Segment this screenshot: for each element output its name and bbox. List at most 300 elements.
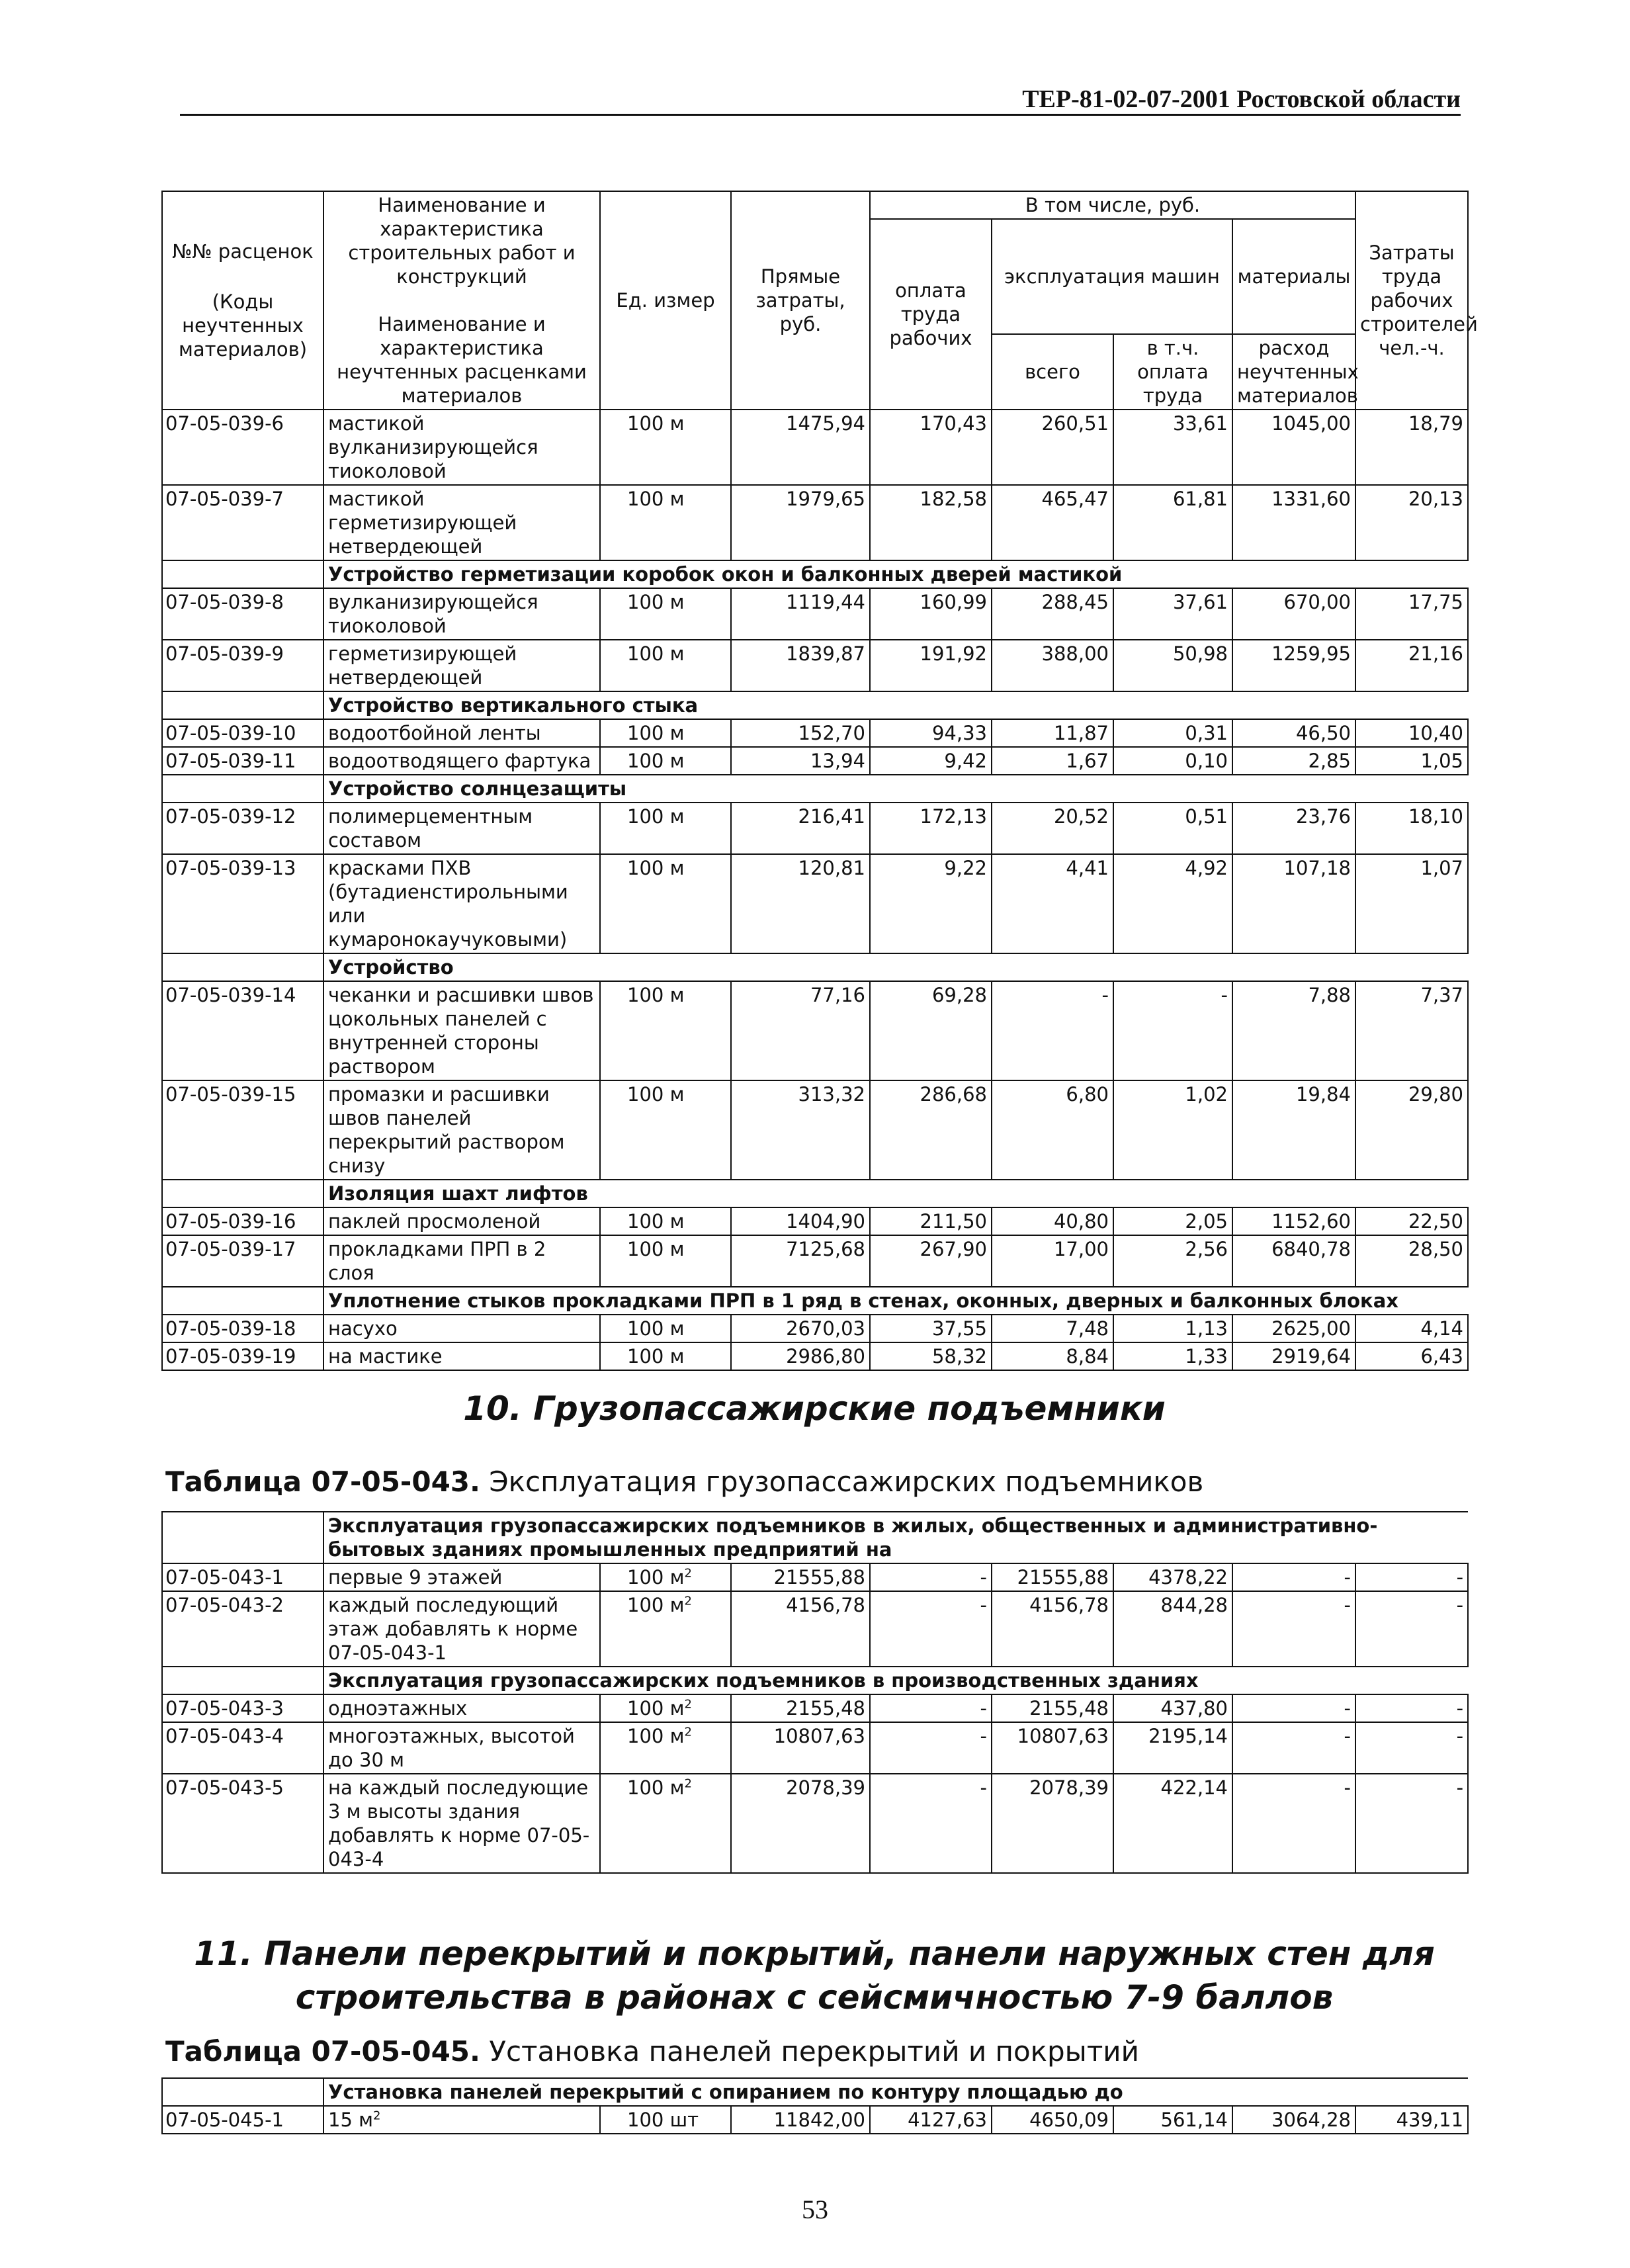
work-name: каждый последующий этаж добавлять к норме 07-05-043-1	[328, 1594, 578, 1664]
labor-pay: -	[980, 1776, 987, 1799]
machines-labor-cell	[1113, 410, 1232, 485]
machines-total-cell	[992, 1591, 1113, 1667]
labor-hours-cell	[1355, 640, 1468, 691]
work-name: одноэтажных	[328, 1697, 468, 1720]
rate-code-cell	[162, 1563, 323, 1591]
labor-pay: 160,99	[920, 591, 987, 613]
rate-code-cell	[162, 485, 323, 560]
materials-cell	[1232, 410, 1355, 485]
machines-labor-cell	[1113, 1591, 1232, 1667]
machines-total-cell	[992, 1080, 1113, 1180]
work-name-cell	[323, 640, 600, 691]
machines-total: 288,45	[1041, 591, 1109, 613]
labor-hours: 20,13	[1408, 488, 1464, 510]
materials: -	[1344, 1594, 1351, 1616]
table-row	[162, 803, 1468, 854]
rate-code: 07-05-039-7	[165, 488, 284, 510]
header-rule	[180, 114, 1461, 116]
materials-cell	[1232, 1080, 1355, 1180]
labor-hours: 18,10	[1408, 805, 1464, 828]
machines-total-cell	[992, 588, 1113, 640]
machines-total: 11,87	[1053, 722, 1109, 744]
materials-cell	[1232, 854, 1355, 953]
work-name-cell	[323, 719, 600, 747]
work-name-cell	[323, 588, 600, 640]
labor-pay-cell	[870, 1207, 992, 1235]
labor-hours: 18,79	[1408, 412, 1464, 435]
labor-pay-cell	[870, 410, 992, 485]
materials-cell	[1232, 2106, 1355, 2134]
labor-hours: 17,75	[1408, 591, 1464, 613]
unit: 100 м	[627, 1083, 685, 1106]
direct-costs-cell	[731, 485, 870, 560]
work-name-cell	[323, 1235, 600, 1287]
machines-labor-cell	[1113, 1080, 1232, 1180]
labor-hours-cell	[1355, 1694, 1468, 1722]
unit-cell	[600, 719, 731, 747]
table-row	[162, 1235, 1468, 1287]
work-name-cell	[323, 1207, 600, 1235]
labor-hours-cell	[1355, 1235, 1468, 1287]
labor-pay-cell	[870, 1694, 992, 1722]
unit-cell	[600, 2106, 731, 2134]
table-07-05-043-caption	[165, 1465, 1203, 1498]
machines-total: 2155,48	[1029, 1697, 1109, 1720]
section-heading: Устройство	[323, 953, 1468, 981]
unit: 100 м	[627, 805, 685, 828]
rate-code: 07-05-039-11	[165, 750, 296, 772]
labor-hours-cell	[1355, 410, 1468, 485]
table-row	[162, 1342, 1468, 1370]
direct-costs: 152,70	[798, 722, 865, 744]
work-name: паклей просмоленой	[328, 1210, 541, 1233]
machines-labor-cell	[1113, 1694, 1232, 1722]
section-heading: Устройство вертикального стыка	[323, 691, 1468, 719]
section-11-title	[161, 1932, 1467, 2019]
materials: 1152,60	[1271, 1210, 1351, 1233]
unit: 100 м	[627, 857, 685, 879]
materials-cell	[1232, 1207, 1355, 1235]
work-name: первые 9 этажей	[328, 1566, 503, 1589]
table-row	[162, 719, 1468, 747]
direct-costs: 1119,44	[786, 591, 865, 613]
unit: 100 м	[627, 1238, 685, 1260]
machines-labor-cell	[1113, 1235, 1232, 1287]
labor-hours: -	[1456, 1697, 1464, 1720]
unit-cell	[600, 485, 731, 560]
labor-hours: 439,11	[1396, 2109, 1464, 2131]
direct-costs: 77,16	[810, 984, 865, 1006]
col-labor-header: оплата труда рабочих	[870, 219, 992, 410]
labor-pay-cell	[870, 1591, 992, 1667]
work-name: водоотводящего фартука	[328, 750, 591, 772]
labor-pay: -	[980, 1725, 987, 1747]
work-name-cell	[323, 1080, 600, 1180]
machines-labor-cell	[1113, 1207, 1232, 1235]
section-row	[162, 775, 1468, 803]
work-name: 15 м	[328, 2109, 373, 2131]
materials-cell	[1232, 1694, 1355, 1722]
work-name: водоотбойной ленты	[328, 722, 541, 744]
col-code-sub-label: (Коды неучтенных материалов)	[178, 290, 308, 361]
machines-total: 4156,78	[1029, 1594, 1109, 1616]
work-name-cell	[323, 1563, 600, 1591]
document-header: ТЕР-81-02-07-2001 Ростовской области	[1022, 85, 1461, 113]
materials: -	[1344, 1697, 1351, 1720]
machines-total: 260,51	[1041, 412, 1109, 435]
direct-costs-cell	[731, 1235, 870, 1287]
rate-code-cell	[162, 1342, 323, 1370]
unit-exponent: 2	[684, 1697, 692, 1712]
machines-total-cell	[992, 747, 1113, 775]
unit-cell	[600, 1235, 731, 1287]
unit-exponent: 2	[373, 2109, 381, 2123]
direct-costs-cell	[731, 1694, 870, 1722]
labor-hours: 28,50	[1408, 1238, 1464, 1260]
labor-hours-cell	[1355, 2106, 1468, 2134]
work-name: герметизирующей нетвердеющей	[328, 642, 517, 689]
work-name-cell	[323, 1315, 600, 1342]
section-spacer-cell	[162, 2078, 323, 2106]
unit-cell	[600, 1080, 731, 1180]
machines-total: 1,67	[1066, 750, 1109, 772]
rate-code-cell	[162, 1694, 323, 1722]
machines-total-cell	[992, 1694, 1113, 1722]
table-row	[162, 1080, 1468, 1180]
machines-total: 40,80	[1053, 1210, 1109, 1233]
work-name: полимерцементным составом	[328, 805, 533, 851]
page-number: 53	[802, 2195, 828, 2224]
labor-hours: -	[1456, 1594, 1464, 1616]
unit-cell	[600, 410, 731, 485]
table-row	[162, 485, 1468, 560]
col-materials-header: материалы	[1232, 219, 1355, 334]
table-name: Установка панелей перекрытий и покрытий	[489, 2035, 1139, 2068]
materials-cell	[1232, 588, 1355, 640]
materials-cell	[1232, 1563, 1355, 1591]
materials-cell	[1232, 747, 1355, 775]
direct-costs: 2986,80	[786, 1345, 865, 1368]
machines-total-cell	[992, 1563, 1113, 1591]
labor-pay: -	[980, 1566, 987, 1589]
unit: 100 м	[627, 1210, 685, 1233]
machines-total-cell	[992, 803, 1113, 854]
materials: 670,00	[1283, 591, 1351, 613]
section-row	[162, 1667, 1468, 1694]
materials-cell	[1232, 485, 1355, 560]
rate-code: 07-05-039-9	[165, 642, 284, 665]
rate-code: 07-05-043-1	[165, 1566, 284, 1589]
table-row	[162, 588, 1468, 640]
materials: 3064,28	[1271, 2109, 1351, 2131]
direct-costs-cell	[731, 1722, 870, 1774]
labor-hours-cell	[1355, 1774, 1468, 1873]
work-name-cell	[323, 803, 600, 854]
direct-costs-cell	[731, 1591, 870, 1667]
direct-costs: 1475,94	[786, 412, 865, 435]
rate-code-cell	[162, 2106, 323, 2134]
materials-cell	[1232, 981, 1355, 1080]
rate-code: 07-05-045-1	[165, 2109, 284, 2131]
direct-costs-cell	[731, 719, 870, 747]
work-name-cell	[323, 854, 600, 953]
machines-labor-cell	[1113, 747, 1232, 775]
labor-pay: 286,68	[920, 1083, 987, 1106]
labor-pay: 4127,63	[908, 2109, 987, 2131]
machines-total-cell	[992, 640, 1113, 691]
materials-cell	[1232, 1591, 1355, 1667]
labor-hours-cell	[1355, 1315, 1468, 1342]
section-heading: Уплотнение стыков прокладками ПРП в 1 ряд в стенах, оконных, дверных и балконных блоках	[323, 1287, 1468, 1315]
unit: 100 м	[627, 1345, 685, 1368]
labor-hours-cell	[1355, 719, 1468, 747]
machines-labor: 50,98	[1172, 642, 1228, 665]
col-mat-consumption-header: расход неучтенных материалов	[1232, 334, 1355, 410]
machines-labor: 2,05	[1185, 1210, 1228, 1233]
materials-cell	[1232, 640, 1355, 691]
col-code-label: №№ расценок	[172, 240, 314, 263]
labor-pay-cell	[870, 1315, 992, 1342]
direct-costs: 21555,88	[773, 1566, 865, 1589]
direct-costs-cell	[731, 1080, 870, 1180]
rate-code-cell	[162, 640, 323, 691]
rate-code: 07-05-039-15	[165, 1083, 296, 1106]
labor-hours-cell	[1355, 485, 1468, 560]
work-name-cell	[323, 1774, 600, 1873]
labor-hours-cell	[1355, 1563, 1468, 1591]
labor-hours-cell	[1355, 1080, 1468, 1180]
table-row	[162, 1722, 1468, 1774]
unit: 100 м	[627, 1725, 685, 1747]
work-name: многоэтажных, высотой до 30 м	[328, 1725, 575, 1771]
rate-code: 07-05-043-5	[165, 1776, 284, 1799]
materials: 1045,00	[1271, 412, 1351, 435]
unit-cell	[600, 1694, 731, 1722]
rate-code-cell	[162, 1722, 323, 1774]
section-row	[162, 2078, 1468, 2106]
direct-costs: 1839,87	[786, 642, 865, 665]
rate-code-cell	[162, 981, 323, 1080]
work-name: мастикой герметизирующей нетвердеющей	[328, 488, 517, 558]
materials: 1331,60	[1271, 488, 1351, 510]
rate-code-cell	[162, 588, 323, 640]
materials: 2,85	[1308, 750, 1351, 772]
unit: 100 м	[627, 1317, 685, 1340]
machines-total-cell	[992, 981, 1113, 1080]
table-row	[162, 854, 1468, 953]
labor-pay-cell	[870, 854, 992, 953]
machines-labor: -	[1221, 984, 1228, 1006]
direct-costs: 120,81	[798, 857, 865, 879]
materials-cell	[1232, 803, 1355, 854]
direct-costs: 10807,63	[773, 1725, 865, 1747]
machines-total: 4,41	[1066, 857, 1109, 879]
labor-hours: -	[1456, 1566, 1464, 1589]
labor-pay: 9,22	[944, 857, 987, 879]
labor-hours-cell	[1355, 803, 1468, 854]
machines-labor: 1,33	[1185, 1345, 1228, 1368]
labor-pay-cell	[870, 1774, 992, 1873]
work-name: чеканки и расшивки швов цокольных панелей с внутренней стороны раствором	[328, 984, 594, 1078]
unit-cell	[600, 588, 731, 640]
labor-pay: 37,55	[931, 1317, 987, 1340]
materials-cell	[1232, 719, 1355, 747]
materials: 6840,78	[1271, 1238, 1351, 1260]
work-name-cell	[323, 2106, 600, 2134]
col-name-header	[323, 191, 600, 410]
machines-total: 2078,39	[1029, 1776, 1109, 1799]
work-name: насухо	[328, 1317, 398, 1340]
direct-costs-cell	[731, 1207, 870, 1235]
rate-code: 07-05-039-16	[165, 1210, 296, 1233]
direct-costs-cell	[731, 854, 870, 953]
labor-hours-cell	[1355, 588, 1468, 640]
section-row	[162, 1180, 1468, 1207]
materials: 7,88	[1308, 984, 1351, 1006]
table-row	[162, 1591, 1468, 1667]
rate-code: 07-05-043-2	[165, 1594, 284, 1616]
machines-labor: 4378,22	[1148, 1566, 1228, 1589]
materials: 2625,00	[1271, 1317, 1351, 1340]
machines-labor-cell	[1113, 588, 1232, 640]
rate-code-cell	[162, 1080, 323, 1180]
direct-costs-cell	[731, 747, 870, 775]
section-row	[162, 1287, 1468, 1315]
section-spacer-cell	[162, 1287, 323, 1315]
unit: 100 м	[627, 412, 685, 435]
unit-exponent: 2	[684, 1776, 692, 1791]
direct-costs: 2155,48	[786, 1697, 865, 1720]
machines-total-cell	[992, 1235, 1113, 1287]
labor-pay-cell	[870, 719, 992, 747]
unit-cell	[600, 803, 731, 854]
materials: 2919,64	[1271, 1345, 1351, 1368]
col-mach-total-header: всего	[992, 334, 1113, 410]
rate-code: 07-05-039-6	[165, 412, 284, 435]
work-name: на мастике	[328, 1345, 443, 1368]
machines-labor: 422,14	[1160, 1776, 1228, 1799]
direct-costs-cell	[731, 640, 870, 691]
machines-labor: 844,28	[1160, 1594, 1228, 1616]
unit-cell	[600, 1774, 731, 1873]
rate-code: 07-05-039-8	[165, 591, 284, 613]
machines-labor-cell	[1113, 854, 1232, 953]
labor-hours: -	[1456, 1725, 1464, 1747]
labor-pay: -	[980, 1697, 987, 1720]
machines-total: 20,52	[1053, 805, 1109, 828]
machines-total: 7,48	[1066, 1317, 1109, 1340]
labor-pay: 9,42	[944, 750, 987, 772]
table-row	[162, 1694, 1468, 1722]
unit-cell	[600, 1563, 731, 1591]
col-including-header: В том числе, руб.	[870, 191, 1355, 219]
table-label: Таблица 07-05-045.	[165, 2035, 480, 2068]
direct-costs: 1979,65	[786, 488, 865, 510]
machines-total: 388,00	[1041, 642, 1109, 665]
labor-pay-cell	[870, 1080, 992, 1180]
section-spacer-cell	[162, 1180, 323, 1207]
rates-table	[161, 191, 1478, 1371]
labor-hours: 29,80	[1408, 1083, 1464, 1106]
section-spacer-cell	[162, 775, 323, 803]
direct-costs-cell	[731, 1563, 870, 1591]
labor-hours: 1,07	[1420, 857, 1464, 879]
rate-code: 07-05-039-19	[165, 1345, 296, 1368]
materials: -	[1344, 1776, 1351, 1799]
labor-hours: 6,43	[1420, 1345, 1464, 1368]
section-spacer-cell	[162, 691, 323, 719]
rate-code: 07-05-043-4	[165, 1725, 284, 1747]
machines-total-cell	[992, 854, 1113, 953]
labor-pay: 170,43	[920, 412, 987, 435]
work-name-cell	[323, 1342, 600, 1370]
table-name: Эксплуатация грузопассажирских подъемников	[489, 1465, 1204, 1498]
unit-cell	[600, 747, 731, 775]
col-mach-labor-header: в т.ч. оплата труда	[1113, 334, 1232, 410]
direct-costs: 7125,68	[786, 1238, 865, 1260]
unit-cell	[600, 1207, 731, 1235]
direct-costs-cell	[731, 981, 870, 1080]
labor-hours-cell	[1355, 1722, 1468, 1774]
table-row	[162, 1563, 1468, 1591]
labor-pay: 191,92	[920, 642, 987, 665]
unit: 100 м	[627, 1697, 685, 1720]
section-row	[162, 560, 1468, 588]
work-name: прокладками ПРП в 2 слоя	[328, 1238, 546, 1284]
machines-labor-cell	[1113, 1774, 1232, 1873]
machines-total-cell	[992, 485, 1113, 560]
unit: 100 м	[627, 488, 685, 510]
col-machines-header: эксплуатация машин	[992, 219, 1232, 334]
unit: 100 м	[627, 1776, 685, 1799]
col-name-sub-label: Наименование и характеристика неучтенных расценками материалов	[337, 313, 587, 407]
table-row	[162, 1315, 1468, 1342]
machines-labor-cell	[1113, 719, 1232, 747]
work-name-cell	[323, 747, 600, 775]
section-spacer-cell	[162, 953, 323, 981]
col-name-label: Наименование и характеристика строительных работ и конструкций	[348, 194, 576, 288]
unit: 100 м	[627, 591, 685, 613]
materials: 23,76	[1295, 805, 1351, 828]
unit-cell	[600, 1722, 731, 1774]
machines-total: 6,80	[1066, 1083, 1109, 1106]
materials: -	[1344, 1566, 1351, 1589]
labor-hours-cell	[1355, 981, 1468, 1080]
labor-pay: -	[980, 1594, 987, 1616]
machines-labor: 0,31	[1185, 722, 1228, 744]
labor-hours: -	[1456, 1776, 1464, 1799]
machines-total: 8,84	[1066, 1345, 1109, 1368]
section-spacer-cell	[162, 560, 323, 588]
labor-hours-cell	[1355, 1207, 1468, 1235]
materials-cell	[1232, 1774, 1355, 1873]
rate-code: 07-05-039-12	[165, 805, 296, 828]
labor-pay-cell	[870, 640, 992, 691]
rate-code-cell	[162, 1207, 323, 1235]
direct-costs: 2670,03	[786, 1317, 865, 1340]
machines-total: 21555,88	[1017, 1566, 1109, 1589]
unit-cell	[600, 1342, 731, 1370]
table-07-05-045-caption	[165, 2035, 1139, 2068]
unit-exponent: 2	[684, 1725, 692, 1739]
direct-costs-cell	[731, 1774, 870, 1873]
machines-total-cell	[992, 1342, 1113, 1370]
direct-costs: 313,32	[798, 1083, 865, 1106]
direct-costs: 216,41	[798, 805, 865, 828]
section-heading: Эксплуатация грузопассажирских подъемников в жилых, общественных и административно-бытовых зданиях промышленных предприятий на	[323, 1512, 1468, 1563]
labor-pay-cell	[870, 1235, 992, 1287]
machines-labor: 1,13	[1185, 1317, 1228, 1340]
